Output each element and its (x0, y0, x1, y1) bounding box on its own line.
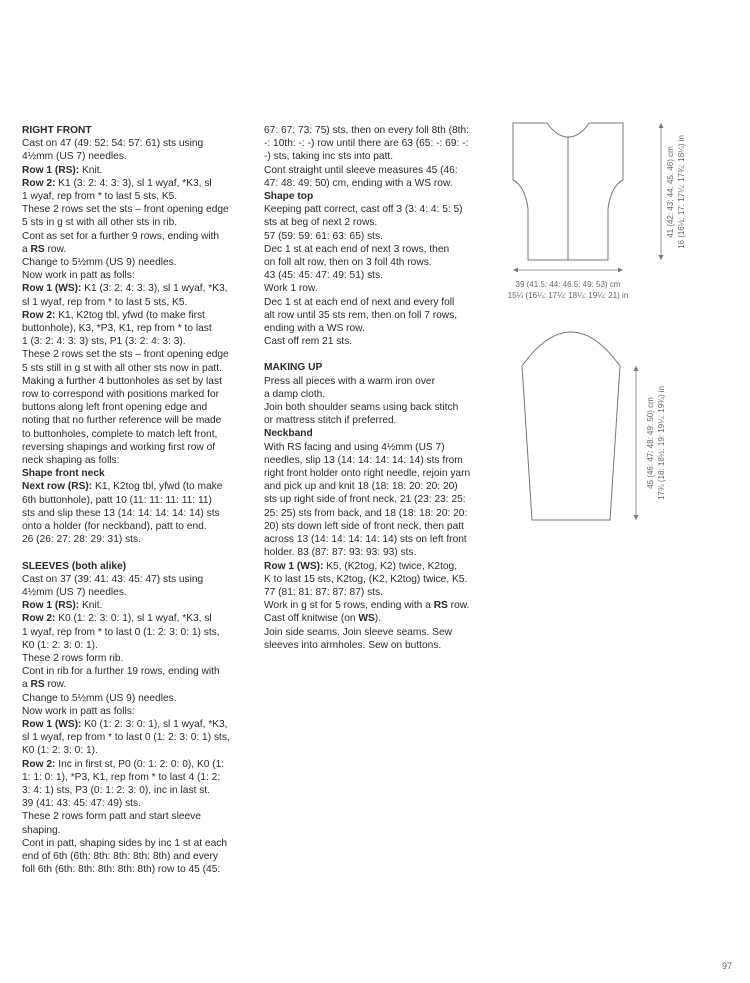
making-up-text: Press all pieces with a warm iron over a damp cloth. Join both shoulder seams using back stitch or mattress stitch if preferred. (264, 375, 459, 427)
right-front-row2 (22, 177, 254, 203)
row-text: K0 (1: 2: 3: 0: 1), sl 1 wyaf, *K3, sl 1 wyaf, rep from * to last 0 (1: 2: 3: 0: 1) sts, K0 (1: 2: 3: 0: 1). (22, 613, 220, 651)
sleeve-length-in: 17¾ (18: 18½: 19: 19¼: 19¾) in (657, 386, 666, 500)
right-front-text: Change to 5½mm (US 9) needles. (22, 257, 177, 269)
row-label: Row 2: (22, 613, 56, 625)
neckband-text: With RS facing and using 4½mm (US 7) needles, slip 13 (14: 14: 14: 14: 14) sts from right front holder onto right needle, rejoin yarn and pick up and knit 18 (18: 18: 20: 20: 20) sts up right side of front neck, 21 (23: 23: 25: 25: 25) sts from back, and 18 (18: 18: 20: 20: 20) sts down left side of front neck, then patt across 13 (14: 14: 14: 14: 14) sts on left front holder. 83 (87: 87: 93: 93: 93) sts. (264, 441, 471, 559)
sleeve-length-cm: 45 (46: 47: 48: 49: 50) cm (646, 397, 655, 489)
row-text: K5, (K2tog, K2) twice, K2tog, K to last 15 sts, K2tog, (K2, K2tog) twice, K5. 77 (81: 81: 87: 87: 87) sts. (264, 560, 468, 598)
right-front-patt-row1 (22, 282, 254, 308)
body-height-cm: 41 (42: 43: 44: 45: 46) cm (666, 146, 675, 238)
row-text: Inc in first st, P0 (0: 1: 2: 0: 0), K0 (1: 1: 1: 0: 1), *P3, K1, rep from * to last 4 (1: 2: 3: 4: 1) sts, P3 (0: 1: 2: 3: 0), inc in last st. 39 (41: 43: 45: 47: 49) sts. (22, 758, 225, 810)
body-height-in: 16 (16½: 17: 17¼: 17¾: 18¼) in (677, 135, 686, 249)
sleeves-text: Cont in rib for a further 19 rows, ending with a RS row. (22, 666, 220, 691)
shape-front-neck-subheading: Shape front neck (22, 468, 105, 480)
right-front-patt-row2 (22, 309, 254, 349)
row-label: Row 1 (WS): (22, 283, 82, 295)
sleeves-patt-row1 (22, 718, 254, 758)
sleeves-text: Now work in patt as folls: (22, 705, 135, 717)
neckband-text: Cast off knitwise (on WS). (264, 613, 382, 625)
sleeves-text: These 2 rows form patt and start sleeve shaping. (22, 811, 201, 836)
right-front-next-row (22, 480, 254, 546)
right-front-text: These 2 rows set the sts – front opening edge 5 sts still in g st with all other sts now in patt. Making a further 4 buttonholes as set by last row to correspond with positions marked for buttons along left front opening edge and noting that no further reference will be made to buttonholes, complete to match left front, reversing shapings and working first row of neck shaping as folls: (22, 349, 229, 467)
right-front-text: Now work in patt as folls: (22, 270, 135, 282)
right-front-cast-on: Cast on 47 (49: 52: 54: 57: 61) sts using 4½mm (US 7) needles. (22, 138, 204, 163)
row-label: Row 1 (RS): (22, 600, 80, 612)
page-number: 97 (722, 961, 733, 971)
row-text: Knit. (79, 600, 103, 612)
row-label: Row 2: (22, 758, 56, 770)
row-label: Row 2: (22, 309, 56, 321)
row-label: Row 1 (WS): (264, 560, 324, 572)
finishing-text: Join side seams. Join sleeve seams. Sew sleeves into armholes. Sew on buttons. (264, 626, 452, 651)
shape-top-text: Keeping patt correct, cast off 3 (3: 4: 4: 5: 5) sts at beg of next 2 rows. 57 (59: 59: 61: 63: 65) sts. Dec 1 st at each end of next 3 rows, then on foll alt row, then on 3 foll 4th rows. 43 (45: 45: 47: 49: 51) sts. Work 1 row. Dec 1 st at each end of next and every foll alt row until 35 sts rem, then on foll 7 rows, ending with a WS row. Cast off rem 21 sts. (264, 204, 463, 348)
sleeves-patt-row2 (22, 758, 254, 811)
middle-column (264, 124, 492, 652)
sleeves-row1 (22, 599, 254, 612)
sleeves-text: Cont in patt, shaping sides by inc 1 st at each end of 6th (6th: 8th: 8th: 8th: 8th) and every foll 6th (6th: 8th: 8th: 8th: 8th) row to 45 (45: (22, 837, 228, 876)
right-front-text: Cont as set for a further 9 rows, ending with a RS row. (22, 230, 220, 255)
row-text: K1 (3: 2: 4: 3: 3), sl 1 wyaf, *K3, sl 1 wyaf, rep from * to last 5 sts, K5. (22, 283, 228, 308)
neckband-text: Work in g st for 5 rows, ending with a RS row. (264, 600, 470, 612)
neckband-row1 (264, 560, 492, 600)
sleeves-row2 (22, 612, 254, 652)
left-column (22, 124, 254, 876)
neckband-subheading: Neckband (264, 428, 313, 440)
row-label: Row 2: (22, 177, 56, 189)
right-front-text: These 2 rows set the sts – front opening edge 5 sts in g st with all other sts in rib. (22, 204, 229, 229)
right-front-heading: RIGHT FRONT (22, 125, 92, 136)
body-width-cm: 39 (41.5: 44: 46.5: 49: 53) cm (515, 280, 621, 289)
row-text: K1 (3: 2: 4: 3: 3), sl 1 wyaf, *K3, sl 1 wyaf, rep from * to last 5 sts, K5. (22, 177, 212, 203)
shape-top-subheading: Shape top (264, 191, 314, 203)
sleeve-outline (522, 332, 620, 520)
making-up-heading: MAKING UP (264, 362, 323, 374)
sleeves-heading: SLEEVES (both alike) (22, 560, 127, 572)
sleeves-text: Change to 5½mm (US 9) needles. (22, 692, 177, 704)
sleeves-continued: Cont straight until sleeve measures 45 (46: 47: 48: 49: 50) cm, ending with a WS row. (264, 164, 458, 189)
right-front-row1 (22, 164, 254, 177)
row-text: K1, K2tog tbl, yfwd (to make first buttonhole), K3, *P3, K1, rep from * to last 1 (3: 2: 4: 3: 3) sts, P1 (3: 2: 4: 3: 3). (22, 309, 212, 348)
row-text: K0 (1: 2: 3: 0: 1), sl 1 wyaf, *K3, sl 1 wyaf, rep from * to last 0 (1: 2: 3: 0: 1) sts, K0 (1: 2: 3: 0: 1). (22, 718, 230, 757)
body-width-in: 15¼ (16¼: 17¼: 18¼: 19¼: 21) in (507, 291, 629, 300)
sleeves-continued: 67: 67: 73: 75) sts, then on every foll 8th (8th: -: 10th: -: -) row until there are 63 (65: -: 69: -: -) sts, taking inc sts into patt. (264, 125, 470, 163)
row-label: Row 1 (WS): (22, 718, 82, 730)
row-text: K1, K2tog tbl, yfwd (to make 6th buttonhole), patt 10 (11: 11: 11: 11: 11) sts and slip these 13 (14: 14: 14: 14: 14) sts onto a holder (for neckband), patt to end. 26 (26: 27: 28: 29: 31) sts. (22, 481, 223, 546)
sleeves-text: These 2 rows form rib. (22, 652, 124, 664)
schematic-diagram (495, 110, 745, 530)
row-label: Next row (RS): (22, 481, 93, 493)
sleeves-cast-on: Cast on 37 (39: 41: 43: 45: 47) sts using 4½mm (US 7) needles. (22, 573, 204, 598)
row-label: Row 1 (RS): (22, 164, 80, 176)
row-text: Knit. (79, 164, 103, 176)
